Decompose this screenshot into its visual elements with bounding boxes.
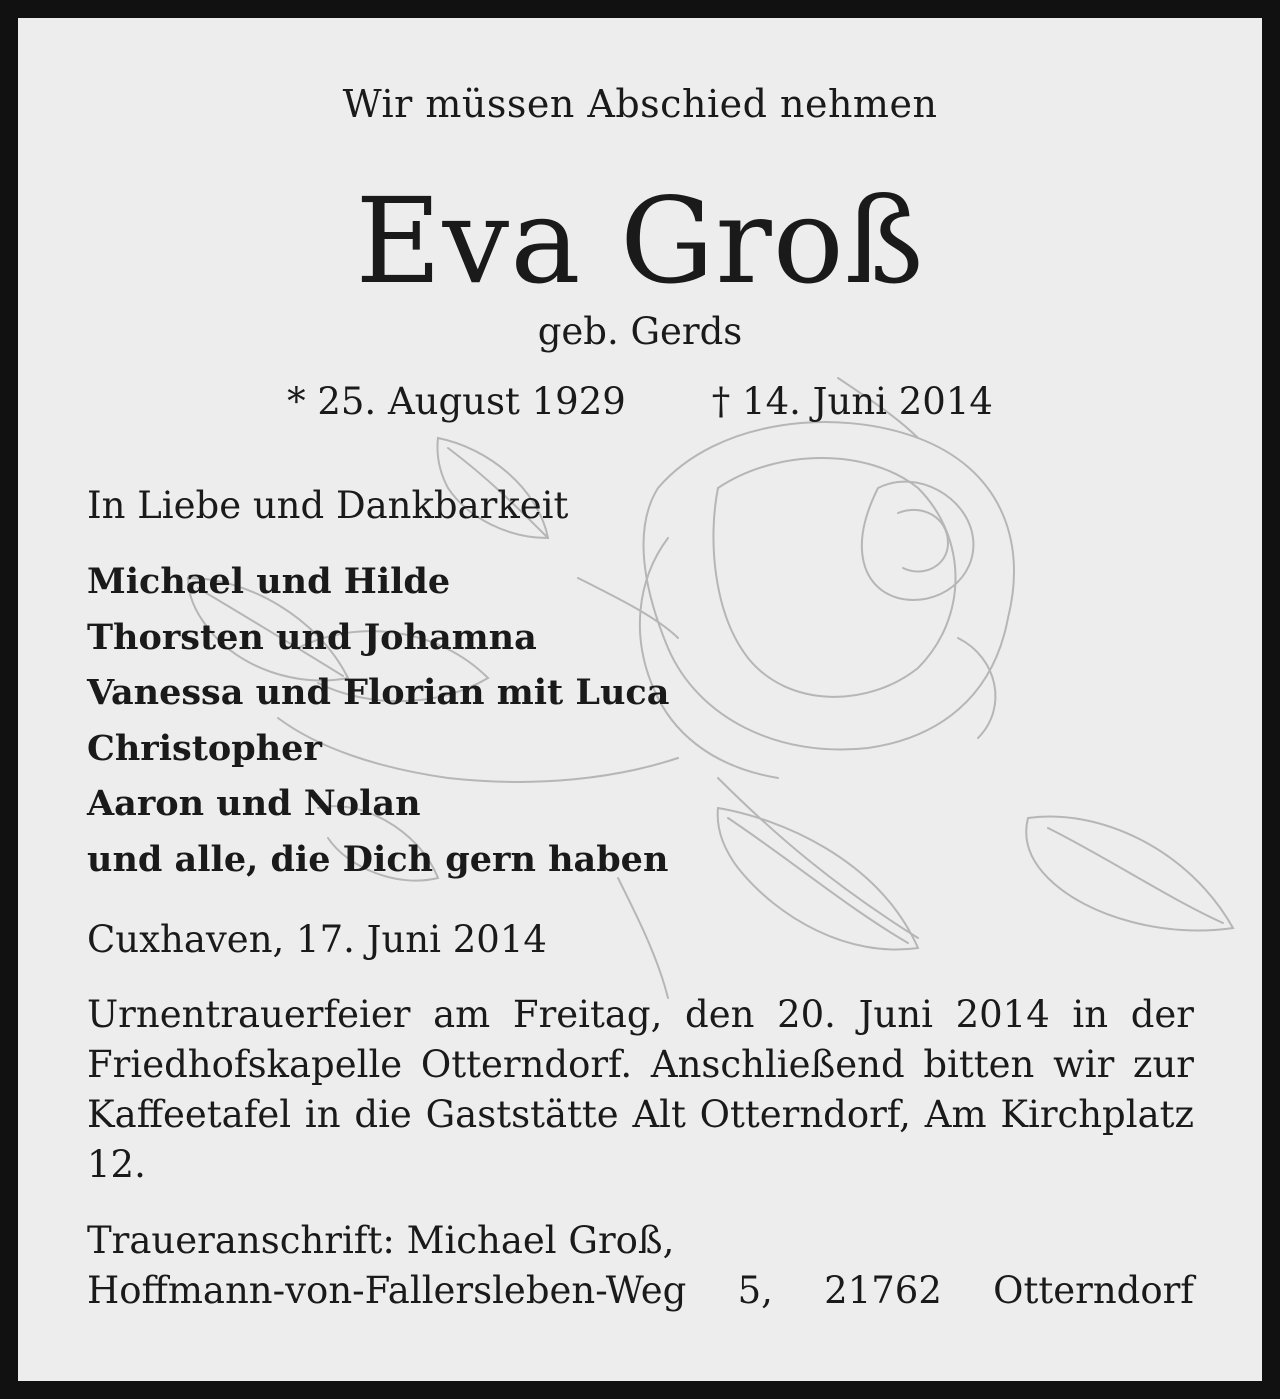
- mourner-entry: Vanessa und Florian mit Luca: [87, 672, 670, 713]
- intro-line: Wir müssen Abschied nehmen: [342, 82, 938, 126]
- address-line-2: Hoffmann-von-Fallersleben-Weg 5, 21762 Otterndorf: [87, 1269, 1194, 1312]
- dedication-line: In Liebe und Dankbarkeit: [87, 484, 569, 527]
- life-dates: [18, 380, 1262, 423]
- mourner-entry: Aaron und Nolan: [87, 783, 421, 824]
- death-date: † 14. Juni 2014: [711, 380, 993, 423]
- mourner-entry: Michael und Hilde: [87, 561, 451, 602]
- mourner-entry: Christopher: [87, 727, 322, 769]
- birth-date: * 25. August 1929: [287, 380, 626, 423]
- maiden-name: geb. Gerds: [537, 310, 743, 353]
- place-date: Cuxhaven, 17. Juni 2014: [87, 918, 547, 961]
- mourners-list: [87, 554, 669, 887]
- address-line-1: Traueranschrift: Michael Groß,: [87, 1219, 675, 1262]
- mourning-address: [87, 1216, 1194, 1316]
- mourner-entry: Thorsten und Johamna: [87, 616, 537, 658]
- ceremony-info: Urnentrauerfeier am Freitag, den 20. Juni 2014 in der Friedhofskapelle Otterndorf. Anschließend bitten wir zur Kaffeetafel in die Gaststätte Alt Otterndorf, Am Kirchplatz 12.: [87, 993, 1194, 1186]
- deceased-name: Eva Groß: [355, 172, 925, 310]
- mourner-entry: und alle, die Dich gern haben: [87, 838, 669, 880]
